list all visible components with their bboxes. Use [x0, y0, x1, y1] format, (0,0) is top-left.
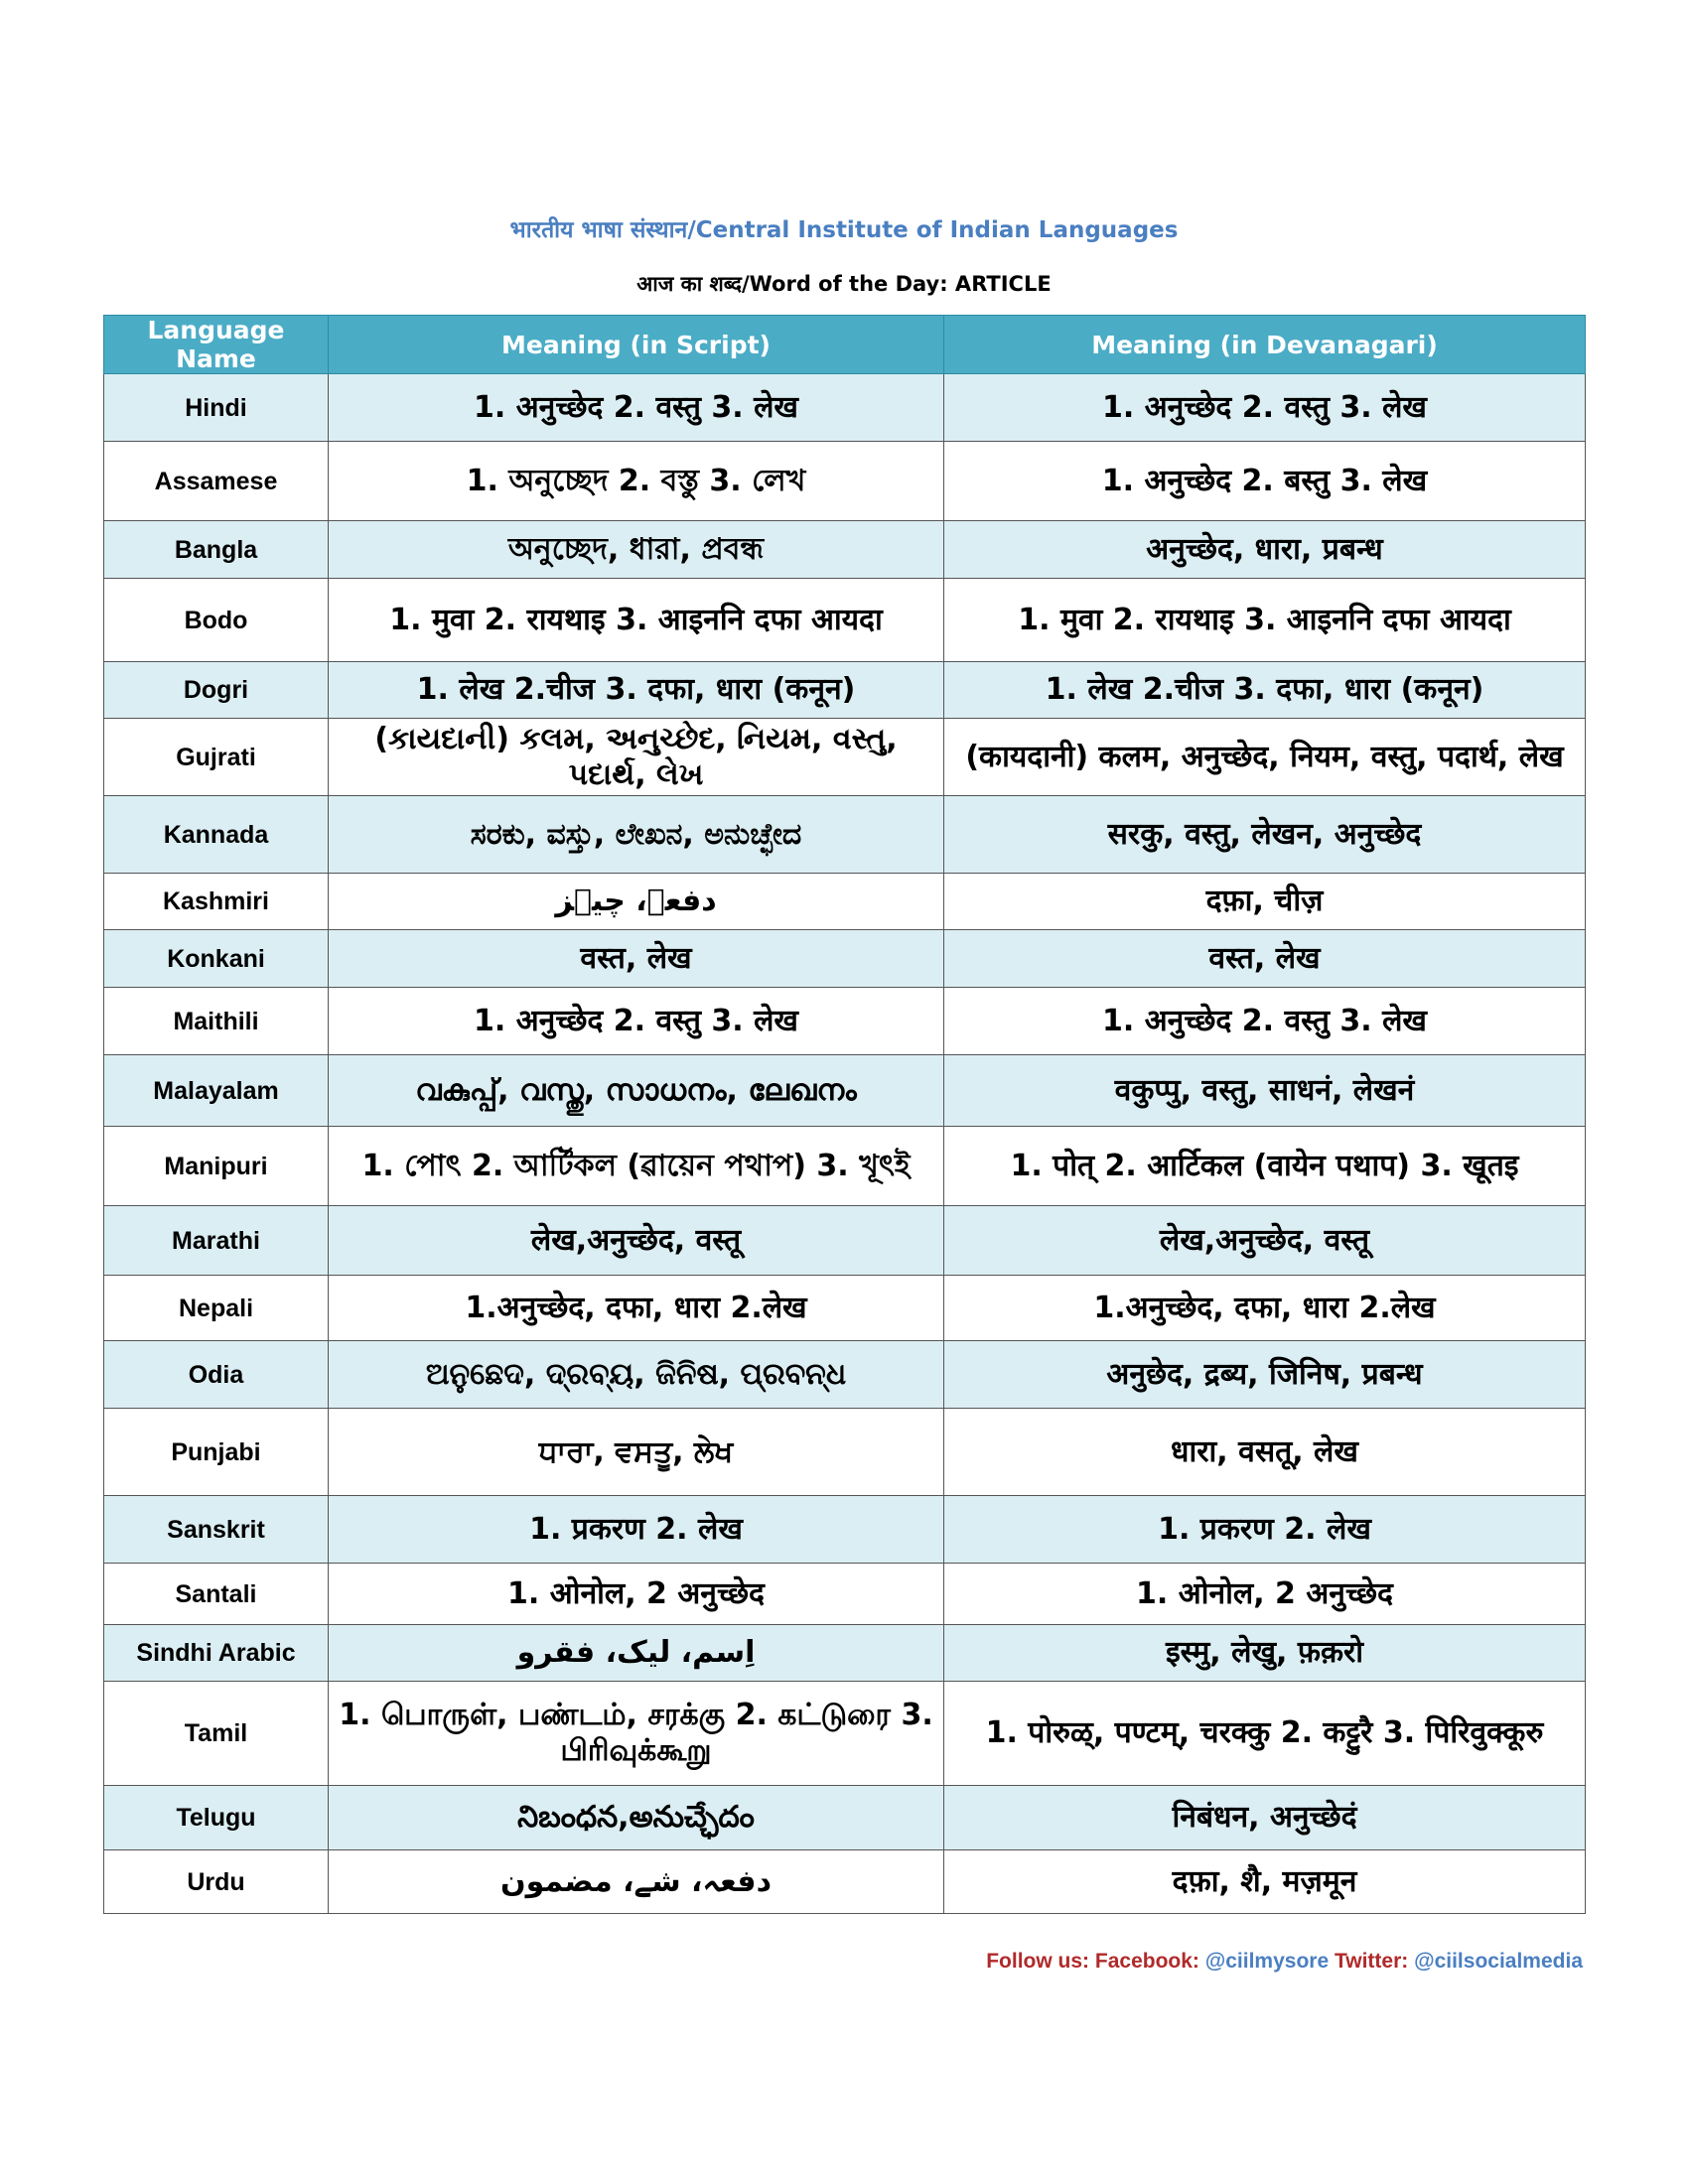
meaning-devanagari-cell: वकुप्पु, वस्तु, साधनं, लेखनं [944, 1055, 1586, 1127]
meaning-script-cell: 1. अनुच्छेद 2. वस्तु 3. लेख [329, 988, 944, 1055]
table-row [104, 1682, 1586, 1786]
meaning-script-cell: ಸರಕು, ವಸ್ತು, ಲೇಖನ, ಅನುಚ್ಛೇದ [329, 796, 944, 874]
table-row [104, 521, 1586, 579]
language-name-cell: Tamil [104, 1682, 329, 1786]
meaning-devanagari-cell: 1. पोत् 2. आर्टिकल (वायेन पथाप) 3. खूतइ [944, 1127, 1586, 1206]
meaning-devanagari-cell: वस्त, लेख [944, 930, 1586, 988]
language-name-cell: Odia [104, 1341, 329, 1409]
meaning-devanagari-cell: 1. पोरुळ्, पण्टम्, चरक्कु 2. कट्टुरै 3. पिरिवुक्कूरु [944, 1682, 1586, 1786]
meaning-devanagari-cell: 1. प्रकरण 2. लेख [944, 1496, 1586, 1564]
table-row [104, 1276, 1586, 1341]
table-row [104, 1341, 1586, 1409]
facebook-label: Follow us: Facebook: [986, 1950, 1199, 1973]
table-row [104, 579, 1586, 662]
meaning-script-cell: (કાયદાની) કલમ, અનુચ્છેદ, નિયમ, વસ્તુ, પદાર્થ, લેખ [329, 719, 944, 796]
language-name-cell: Hindi [104, 374, 329, 442]
meaning-devanagari-cell: 1. अनुच्छेद 2. वस्तु 3. लेख [944, 374, 1586, 442]
meaning-script-cell: 1.अनुच्छेद, दफा, धारा 2.लेख [329, 1276, 944, 1341]
table-row [104, 1055, 1586, 1127]
table-row [104, 719, 1586, 796]
meaning-script-cell: دفعہ، چیٖز [329, 874, 944, 930]
language-name-cell: Bangla [104, 521, 329, 579]
meaning-script-cell: लेख,अनुच्छेद, वस्तू [329, 1206, 944, 1276]
meaning-script-cell: অনুচ্ছেদ, ধারা, প্রবন্ধ [329, 521, 944, 579]
table-row [104, 1409, 1586, 1496]
column-header-script: Meaning (in Script) [329, 316, 944, 374]
meaning-devanagari-cell: 1. अनुच्छेद 2. बस्तु 3. लेख [944, 442, 1586, 521]
meaning-devanagari-cell: 1. मुवा 2. रायथाइ 3. आइननि दफा आयदा [944, 579, 1586, 662]
twitter-handle[interactable]: @ciilsocialmedia [1414, 1950, 1583, 1973]
column-header-devanagari: Meaning (in Devanagari) [944, 316, 1586, 374]
table-header-row [104, 316, 1586, 374]
table-row [104, 930, 1586, 988]
table-row [104, 1564, 1586, 1625]
language-name-cell: Kashmiri [104, 874, 329, 930]
table-row [104, 988, 1586, 1055]
table-row [104, 442, 1586, 521]
meaning-script-cell: 1. अनुच्छेद 2. वस्तु 3. लेख [329, 374, 944, 442]
social-footer [986, 1950, 1583, 1974]
meaning-devanagari-cell: लेख,अनुच्छेद, वस्तू [944, 1206, 1586, 1276]
meaning-script-cell: 1. प्रकरण 2. लेख [329, 1496, 944, 1564]
meaning-script-cell: 1. பொருள், பண்டம், சரக்கு 2. கட்டுரை 3. பிரிவுக்கூறு [329, 1682, 944, 1786]
facebook-handle[interactable]: @ciilmysore [1204, 1950, 1330, 1973]
meaning-script-cell: 1. लेख 2.चीज 3. दफा, धारा (कनून) [329, 662, 944, 719]
meaning-script-cell: वस्त, लेख [329, 930, 944, 988]
table-row [104, 1625, 1586, 1682]
table-row [104, 1496, 1586, 1564]
language-name-cell: Nepali [104, 1276, 329, 1341]
language-name-cell: Assamese [104, 442, 329, 521]
meaning-devanagari-cell: अनुच्छेद, धारा, प्रबन्ध [944, 521, 1586, 579]
language-name-cell: Manipuri [104, 1127, 329, 1206]
language-name-cell: Maithili [104, 988, 329, 1055]
meaning-devanagari-cell: 1. लेख 2.चीज 3. दफा, धारा (कनून) [944, 662, 1586, 719]
language-name-cell: Konkani [104, 930, 329, 988]
meaning-script-cell: 1. পোৎ 2. আর্টিকল (ৱায়েন পথাপ) 3. খূৎই [329, 1127, 944, 1206]
meaning-devanagari-cell: 1. ओनोल, 2 अनुच्छेद [944, 1564, 1586, 1625]
meaning-script-cell: ଅନୁଛେଦ, ଦ୍ରବ୍ୟ, ଜିନିଷ, ପ୍ରବନ୍ଧ [329, 1341, 944, 1409]
meaning-devanagari-cell: इस्मु, लेखु, फ़क़रो [944, 1625, 1586, 1682]
meaning-devanagari-cell: अनुछेद, द्रब्य, जिनिष, प्रबन्ध [944, 1341, 1586, 1409]
table-row [104, 374, 1586, 442]
meaning-script-cell: 1. অনুচ্ছেদ 2. বস্তু 3. লেখ [329, 442, 944, 521]
language-name-cell: Telugu [104, 1786, 329, 1850]
language-name-cell: Urdu [104, 1850, 329, 1914]
table-row [104, 796, 1586, 874]
column-header-language: Language Name [104, 316, 329, 374]
meaning-script-cell: دفعہ، شے، مضمون [329, 1850, 944, 1914]
meaning-script-cell: నిబంధన,అనుచ్ఛేదం [329, 1786, 944, 1850]
table-row [104, 1206, 1586, 1276]
language-name-cell: Sanskrit [104, 1496, 329, 1564]
meaning-script-cell: ਧਾਰਾ, ਵਸਤੂ, ਲੇਖ [329, 1409, 944, 1496]
institute-title: भारतीय भाषा संस्थान/Central Institute of Indian Languages [509, 217, 1179, 243]
meaning-script-cell: اِسم، ليک، فقرو [329, 1625, 944, 1682]
meaning-devanagari-cell: निबंधन, अनुच्छेदं [944, 1786, 1586, 1850]
table-row [104, 662, 1586, 719]
language-name-cell: Sindhi Arabic [104, 1625, 329, 1682]
twitter-label: Twitter: [1334, 1950, 1409, 1973]
language-name-cell: Bodo [104, 579, 329, 662]
meaning-devanagari-cell: दफ़ा, शै, मज़मून [944, 1850, 1586, 1914]
table-row [104, 1786, 1586, 1850]
meaning-script-cell: വകുപ്പ്, വസ്തു, സാധനം, ലേഖനം [329, 1055, 944, 1127]
language-name-cell: Punjabi [104, 1409, 329, 1496]
table-row [104, 1850, 1586, 1914]
language-name-cell: Malayalam [104, 1055, 329, 1127]
meaning-devanagari-cell: धारा, वसतू, लेख [944, 1409, 1586, 1496]
meaning-devanagari-cell: (कायदानी) कलम, अनुच्छेद, नियम, वस्तु, पदार्थ, लेख [944, 719, 1586, 796]
table-row [104, 874, 1586, 930]
meaning-script-cell: 1. ओनोल, 2 अनुच्छेद [329, 1564, 944, 1625]
language-name-cell: Gujrati [104, 719, 329, 796]
word-of-the-day-heading: आज का शब्द/Word of the Day: ARTICLE [636, 272, 1052, 296]
meaning-script-cell: 1. मुवा 2. रायथाइ 3. आइननि दफा आयदा [329, 579, 944, 662]
translations-table [103, 315, 1586, 1914]
language-name-cell: Marathi [104, 1206, 329, 1276]
meaning-devanagari-cell: 1.अनुच्छेद, दफा, धारा 2.लेख [944, 1276, 1586, 1341]
meaning-devanagari-cell: 1. अनुच्छेद 2. वस्तु 3. लेख [944, 988, 1586, 1055]
meaning-devanagari-cell: सरकु, वस्तु, लेखन, अनुच्छेद [944, 796, 1586, 874]
language-name-cell: Kannada [104, 796, 329, 874]
meaning-devanagari-cell: दफ़ा, चीज़ [944, 874, 1586, 930]
language-name-cell: Dogri [104, 662, 329, 719]
language-name-cell: Santali [104, 1564, 329, 1625]
table-row [104, 1127, 1586, 1206]
